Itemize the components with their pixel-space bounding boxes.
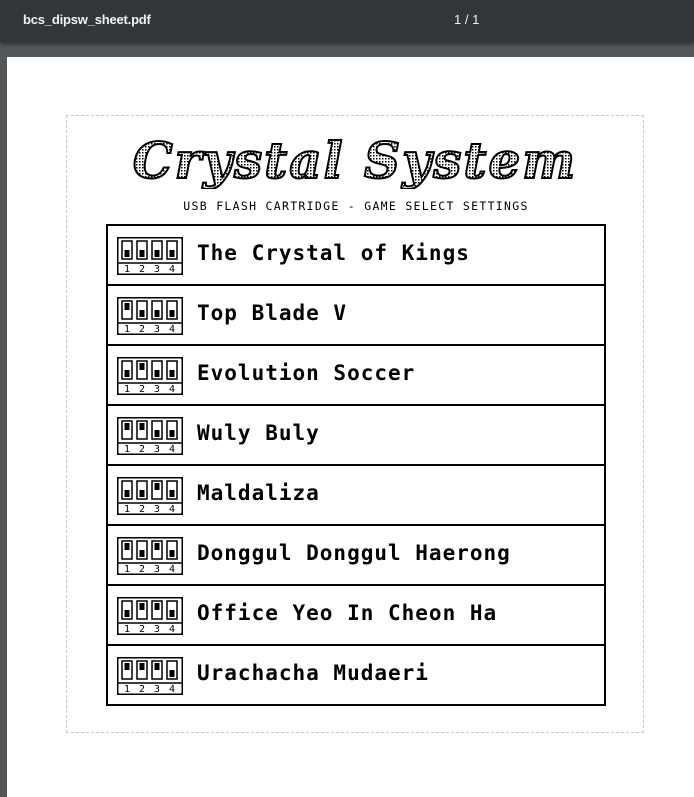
dip-switch-diagram: [117, 417, 183, 455]
switch-number: 2: [138, 264, 146, 275]
dip-knob-off: [125, 370, 130, 377]
game-name: Maldaliza: [197, 481, 320, 505]
dip-knob-on: [125, 543, 130, 550]
dip-knob-on: [155, 663, 160, 670]
switch-number: 3: [153, 384, 161, 395]
game-name: Urachacha Mudaeri: [197, 661, 429, 685]
switch-number: 1: [123, 564, 131, 575]
game-row: [108, 226, 604, 286]
dip-knob-off: [155, 370, 160, 377]
game-name: Wuly Buly: [197, 421, 320, 445]
switch-number: 4: [168, 324, 176, 335]
switch-number: 3: [153, 684, 161, 695]
dip-knob-off: [170, 610, 175, 617]
dip-knob-on: [155, 603, 160, 610]
game-select-table: [106, 224, 606, 706]
dip-knob-off: [170, 670, 175, 677]
dip-knob-off: [125, 610, 130, 617]
dip-knob-on: [140, 363, 145, 370]
dip-switch-diagram: [117, 237, 183, 275]
dip-knob-on: [155, 543, 160, 550]
dip-knob-off: [170, 370, 175, 377]
pdf-page: [7, 57, 694, 797]
switch-number: 1: [123, 324, 131, 335]
dip-knob-off: [125, 250, 130, 257]
switch-number: 3: [153, 564, 161, 575]
switch-number: 2: [138, 384, 146, 395]
switch-number: 1: [123, 624, 131, 635]
dip-switch-diagram: [117, 477, 183, 515]
dip-switch-diagram: [117, 297, 183, 335]
dip-knob-on: [140, 663, 145, 670]
switch-number: 4: [168, 684, 176, 695]
dip-switch-diagram: [117, 597, 183, 635]
game-row: [108, 586, 604, 646]
switch-number: 1: [123, 504, 131, 515]
game-row: [108, 406, 604, 466]
switch-number: 4: [168, 624, 176, 635]
dip-knob-on: [125, 303, 130, 310]
sheet-subtitle: USB FLASH CARTRIDGE - GAME SELECT SETTINGS: [183, 199, 529, 213]
dip-knob-on: [155, 483, 160, 490]
switch-number: 3: [153, 324, 161, 335]
dip-knob-off: [140, 490, 145, 497]
dip-knob-off: [155, 310, 160, 317]
document-filename: bcs_dipsw_sheet.pdf: [23, 12, 151, 27]
pdf-toolbar: [0, 0, 694, 42]
game-row: [108, 346, 604, 406]
switch-number: 3: [153, 624, 161, 635]
page-indicator: 1 / 1: [454, 12, 480, 27]
dip-knob-off: [170, 250, 175, 257]
dip-knob-off: [140, 250, 145, 257]
switch-number: 2: [138, 564, 146, 575]
dip-knob-off: [170, 490, 175, 497]
game-name: Evolution Soccer: [197, 361, 416, 385]
dip-knob-on: [125, 663, 130, 670]
logo-text: Crystal System: [132, 134, 578, 189]
switch-number: 4: [168, 264, 176, 275]
switch-number: 1: [123, 684, 131, 695]
game-name: The Crystal of Kings: [197, 241, 470, 265]
dip-knob-on: [125, 423, 130, 430]
switch-number: 4: [168, 564, 176, 575]
dip-knob-off: [170, 550, 175, 557]
game-row: [108, 646, 604, 704]
switch-number: 1: [123, 384, 131, 395]
switch-number: 2: [138, 504, 146, 515]
switch-number: 3: [153, 504, 161, 515]
crystal-system-logo: [115, 134, 595, 189]
game-row: [108, 286, 604, 346]
dip-switch-diagram: [117, 657, 183, 695]
switch-number: 2: [138, 324, 146, 335]
game-row: [108, 466, 604, 526]
dip-knob-off: [125, 490, 130, 497]
dip-knob-off: [140, 310, 145, 317]
dip-switch-diagram: [117, 357, 183, 395]
dip-knob-on: [140, 603, 145, 610]
game-name: Top Blade V: [197, 301, 348, 325]
dip-knob-on: [140, 423, 145, 430]
dip-knob-off: [155, 250, 160, 257]
switch-number: 2: [138, 624, 146, 635]
game-row: [108, 526, 604, 586]
switch-number: 3: [153, 264, 161, 275]
switch-number: 4: [168, 504, 176, 515]
game-name: Office Yeo In Cheon Ha: [197, 601, 498, 625]
switch-number: 2: [138, 684, 146, 695]
dip-knob-off: [170, 310, 175, 317]
switch-number: 1: [123, 264, 131, 275]
switch-number: 1: [123, 444, 131, 455]
switch-number: 3: [153, 444, 161, 455]
switch-number: 2: [138, 444, 146, 455]
dip-knob-off: [155, 430, 160, 437]
dip-knob-off: [140, 550, 145, 557]
game-name: Donggul Donggul Haerong: [197, 541, 511, 565]
dip-knob-off: [170, 430, 175, 437]
settings-sheet: [66, 115, 644, 733]
dip-switch-diagram: [117, 537, 183, 575]
switch-number: 4: [168, 444, 176, 455]
switch-number: 4: [168, 384, 176, 395]
